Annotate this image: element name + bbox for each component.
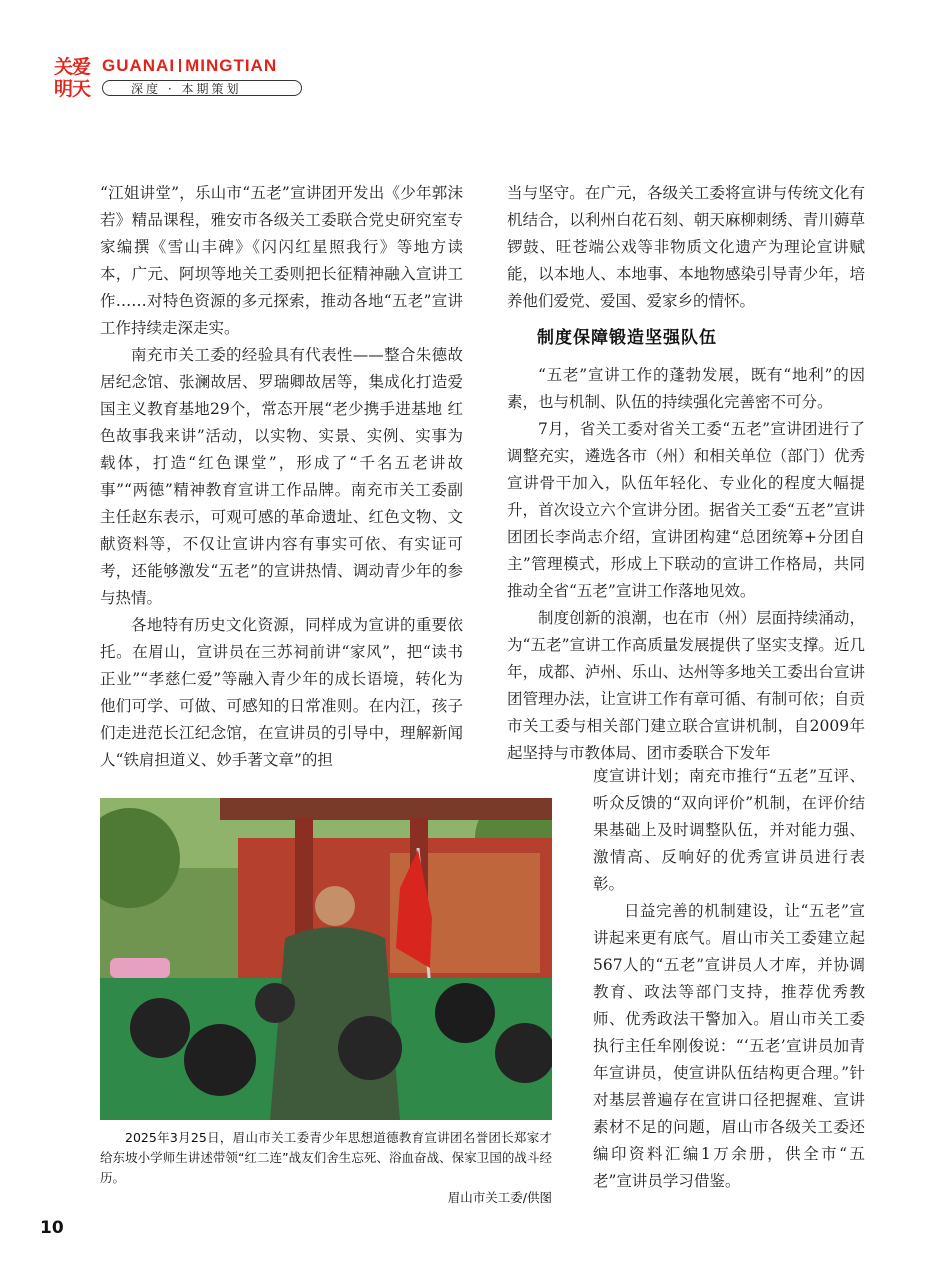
magazine-header	[54, 56, 314, 104]
student-head	[435, 983, 495, 1043]
paragraph: 7月，省关工委对省关工委“五老”宣讲团进行了调整充实，遴选各市（州）和相关单位（部门）优秀宣讲骨干加入，队伍年轻化、专业化的程度大幅提升，首次设立六个宣讲分团。据省关工委“五老”宣讲团团长李尚志介绍，宣讲团构建“总团统筹+分团自主”管理模式，形成上下联动的宣讲工作格局，共同推动全省“五老”宣讲工作落地见效。	[507, 420, 865, 600]
brand-right: MINGTIAN	[185, 56, 278, 75]
paragraph: 制度创新的浪潮，也在市（州）层面持续涌动，为“五老”宣讲工作高质量发展提供了坚实支撑。近几年，成都、泸州、乐山、达州等多地关工委出台宣讲团管理办法，让宣讲工作有章可循、有制可依；自贡市关工委与相关部门建立联合宣讲机制，自2009年起坚持与市教体局、团市委联合下发年	[507, 609, 865, 762]
paragraph: 日益完善的机制建设，让“五老”宣讲起来更有底气。眉山市关工委建立起567人的“五老”宣讲员人才库，并协调教育、政法等部门支持，推荐优秀教师、优秀政法干警加入。眉山市关工委执行主任牟刚俊说：“‘五老’宣讲员加青年宣讲员，使宣讲队伍结构更合理。”针对基层普遍存在宣讲口径把握难、宣讲素材不足的问题，眉山市各级关工委还编印资料汇编1万余册，供全市“五老”宣讲员学习借鉴。	[593, 902, 865, 1190]
brand-title	[102, 56, 277, 76]
student-head	[184, 1024, 256, 1096]
photo-illustration	[100, 798, 552, 1120]
student-head	[255, 983, 295, 1023]
paragraph: 各地特有历史文化资源，同样成为宣讲的重要依托。在眉山，宣讲员在三苏祠前讲“家风”，把“读书正业”“孝慈仁爱”等融入青少年的成长语境，转化为他们可学、可做、可感知的日常准则。在内江，孩子们走进范长江纪念馆，在宣讲员的引导中，理解新闻人“铁肩担道义、妙手著文章”的担	[100, 616, 463, 769]
paragraph: 度宣讲计划；南充市推行“五老”互评、听众反馈的“双向评价”机制，在评价结果基础上及时调整队伍，并对能力强、激情高、反响好的优秀宣讲员进行表彰。	[593, 767, 865, 893]
left-column	[100, 180, 463, 774]
caption-text: 2025年3月25日，眉山市关工委青少年思想道德教育宣讲团名誉团长郑家才给东坡小学师生讲述带领“红二连”战友们舍生忘死、浴血奋战、保家卫国的战斗经历。	[100, 1130, 552, 1185]
paragraph: 南充市关工委的经验具有代表性——整合朱德故居纪念馆、张澜故居、罗瑞卿故居等，集成化打造爱国主义教育基地29个，常态开展“老少携手进基地 红色故事我来讲”活动，以实物、实景、实例、实事为载体，打造“红色课堂”，形成了“千名五老讲故事”“两德”精神教育宣讲工作品牌。南充市关工委副主任赵东表示，可观可感的革命遗址、红色文物、文献资料等，不仅让宣讲内容有事实可依、有实证可考，还能够激发“五老”的宣讲热情、调动青少年的参与热情。	[100, 346, 463, 607]
student-sun-visor	[110, 958, 170, 978]
paragraph: “江姐讲堂”，乐山市“五老”宣讲团开发出《少年郭沫若》精品课程，雅安市各级关工委联合党史研究室专家编撰《雪山丰碑》《闪闪红星照我行》等地方读本，广元、阿坝等地关工委则把长征精神融入宣讲工作……对特色资源的多元探索，推动各地“五老”宣讲工作持续走深走实。	[100, 184, 463, 337]
logo-line-1: 关爱	[54, 56, 91, 78]
veteran-face	[315, 886, 355, 926]
student-head	[130, 998, 190, 1058]
news-photo	[100, 798, 552, 1120]
photo-caption	[100, 1128, 552, 1208]
pavilion-roof	[220, 798, 552, 820]
section-label: 深度 · 本期策划	[102, 80, 302, 96]
magazine-logo	[54, 56, 96, 102]
section-heading: 制度保障锻造坚强队伍	[537, 328, 717, 348]
paragraph: 当与坚守。在广元，各级关工委将宣讲与传统文化有机结合，以利州白花石刻、朝天麻柳刺绣、青川薅草锣鼓、旺苍端公戏等非物质文化遗产为理论宣讲赋能，以本地人、本地事、本地物感染引导青少年，培养他们爱党、爱国、爱家乡的情怀。	[507, 184, 865, 310]
brand-left: GUANAI	[102, 56, 176, 75]
paragraph: “五老”宣讲工作的蓬勃发展，既有“地利”的因素，也与机制、队伍的持续强化完善密不可分。	[507, 366, 865, 411]
photo-credit: 眉山市关工委/供图	[447, 1190, 552, 1205]
brand-separator	[179, 59, 181, 72]
logo-line-2: 明天	[54, 78, 91, 100]
right-column-lower	[593, 763, 865, 1195]
right-column	[507, 180, 865, 767]
student-head	[338, 1016, 402, 1080]
page-number: 10	[40, 1218, 64, 1238]
